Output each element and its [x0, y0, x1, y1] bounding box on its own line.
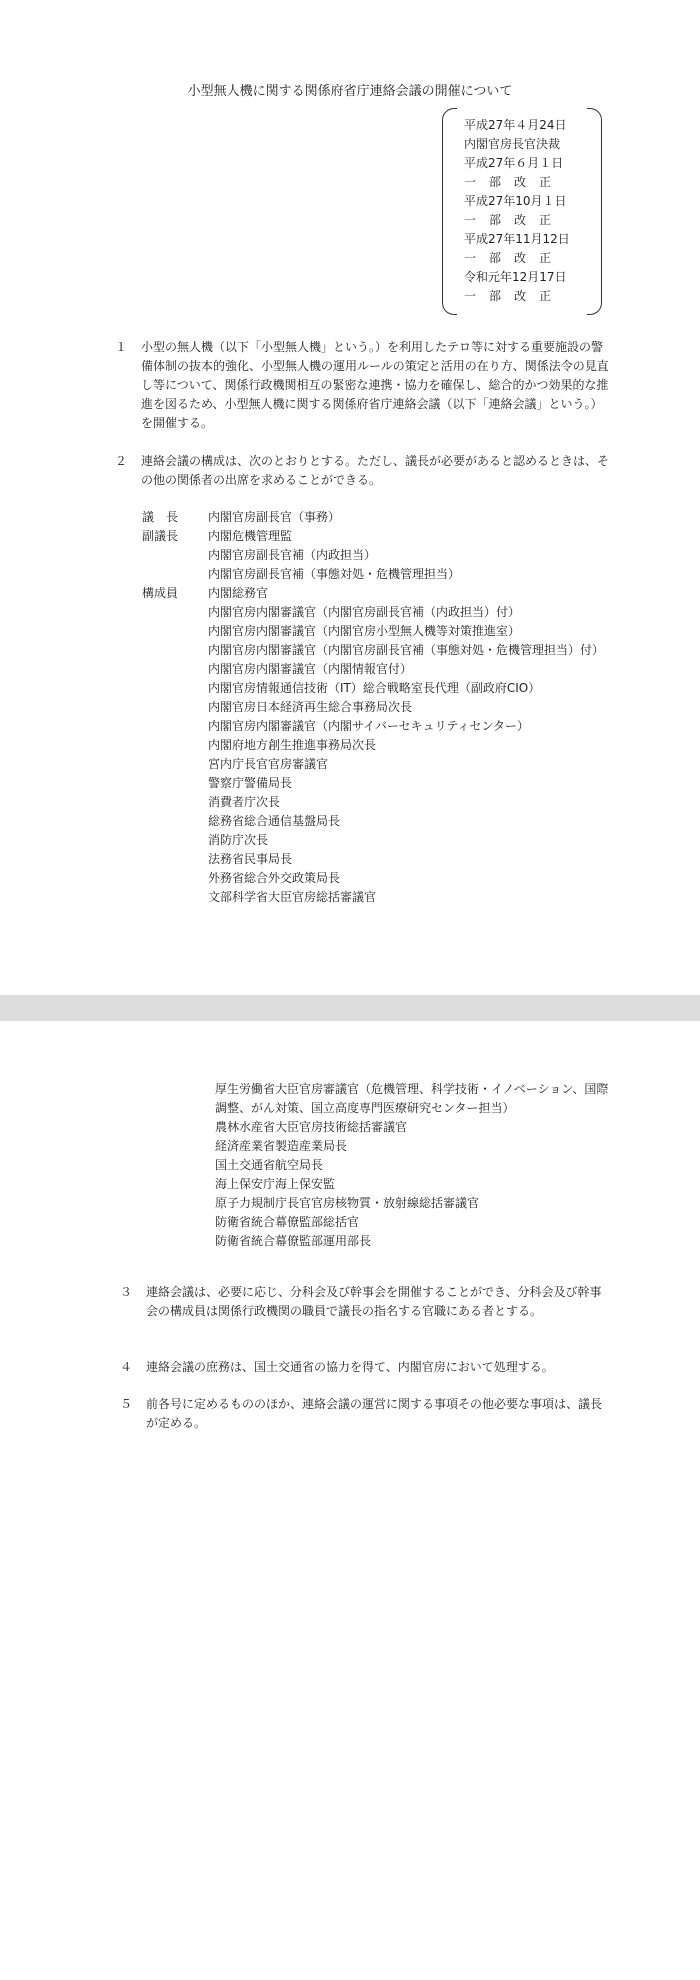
roster-member: 国土交通省航空局長: [215, 1158, 324, 1172]
roster-row: [140, 508, 610, 527]
roster-role: [140, 622, 208, 641]
roster-member: 防衛省統合幕僚監部運用部長: [215, 1234, 372, 1248]
roster-member: 内閣総務官: [208, 586, 269, 600]
history-line: 一部改正: [464, 289, 565, 303]
section-number: ４: [120, 1360, 133, 1374]
roster-row: [140, 812, 610, 831]
history-line: 平成27年４月24日: [464, 118, 567, 132]
roster-role: [140, 736, 208, 755]
roster-row: [140, 603, 610, 622]
roster-role: [140, 774, 208, 793]
roster-member: 経済産業省製造産業局長: [215, 1139, 348, 1153]
roster-row: [140, 622, 610, 641]
roster-role: [140, 888, 208, 907]
section-number: ５: [120, 1397, 133, 1411]
roster-member: 内閣官房副長官補（内政担当）: [208, 548, 377, 562]
section-number: ２: [115, 454, 128, 468]
roster-role: [140, 546, 208, 565]
roster-member: 内閣危機管理監: [208, 529, 293, 543]
decision-history: [464, 116, 570, 306]
roster-row: [140, 546, 610, 565]
right-bracket: [587, 108, 602, 315]
roster-role: 議 長: [142, 510, 179, 524]
section-number: １: [115, 340, 128, 354]
roster-member: 内閣官房日本経済再生総合事務局次長: [208, 700, 413, 714]
roster-member: 法務省民事局長: [208, 852, 293, 866]
decision-history-box: [442, 108, 602, 313]
roster-role: [140, 698, 208, 717]
roster-row: [140, 527, 610, 546]
roster-member: 外務省総合外交政策局長: [208, 871, 341, 885]
roster-role: [140, 679, 208, 698]
roster-row: [140, 869, 610, 888]
roster-row: [140, 888, 610, 907]
roster-member: 内閣官房副長官（事務）: [208, 510, 341, 524]
section-text: 前各号に定めるもののほか、連絡会議の運営に関する事項その他必要な事項は、議長が定める。: [146, 1397, 603, 1430]
history-line: 内閣官房長官決裁: [464, 137, 561, 151]
page-separator: [0, 995, 700, 1021]
roster-row: [140, 717, 610, 736]
roster-row: [140, 736, 610, 755]
member-roster: [140, 508, 610, 907]
roster-member: 内閣官房内閣審議官（内閣官房小型無人機等対策推進室）: [208, 624, 521, 638]
roster-member: 原子力規制庁長官官房核物質・放射線総括審議官: [215, 1196, 480, 1210]
section-1: [115, 338, 610, 433]
roster-member: 消防庁次長: [208, 833, 269, 847]
roster-row: [140, 660, 610, 679]
section-text: 連絡会議の庶務は、国土交通省の協力を得て、内閣官房において処理する。: [146, 1360, 554, 1374]
roster-member: 消費者庁次長: [208, 795, 281, 809]
section-5: [120, 1395, 610, 1433]
roster-member: 警察庁警備局長: [208, 776, 293, 790]
roster-member: 内閣府地方創生推進事務局次長: [208, 738, 377, 752]
roster-member: 海上保安庁海上保安監: [215, 1177, 336, 1191]
roster-row: [140, 679, 610, 698]
roster-member: 宮内庁長官官房審議官: [208, 757, 329, 771]
roster-row: [140, 584, 610, 603]
history-line: 令和元年12月17日: [464, 270, 567, 284]
document-title: 小型無人機に関する関係府省庁連絡会議の開催について: [187, 84, 513, 99]
roster-role: [140, 831, 208, 850]
member-roster-continued: [215, 1080, 610, 1251]
roster-role: [140, 717, 208, 736]
roster-member: 内閣官房内閣審議官（内閣サイバーセキュリティセンター）: [208, 719, 530, 733]
roster-role: [140, 565, 208, 584]
roster-row: [140, 850, 610, 869]
roster-member: 内閣官房内閣審議官（内閣官房副長官補（事態対処・危機管理担当）付）: [208, 643, 605, 657]
history-line: 一部改正: [464, 251, 565, 265]
left-bracket: [442, 108, 457, 315]
section-text: 小型の無人機（以下「小型無人機」という。）を利用したテロ等に対する重要施設の警備体制の抜本的強化、小型無人機の運用ルールの策定と活用の在り方、関係法令の見直し等について、関係行政機関相互の緊密な連携・協力を確保し、総合的かつ効果的な推進を図るため、小型無人機に関する関係府省庁連絡会議（以下「連絡会議」という。）を開催する。: [141, 340, 609, 430]
roster-row: [140, 831, 610, 850]
section-3: [120, 1283, 610, 1321]
history-line: 平成27年６月１日: [464, 156, 564, 170]
roster-role: [140, 793, 208, 812]
section-2: [115, 452, 610, 490]
roster-row: [140, 793, 610, 812]
roster-role: [140, 660, 208, 679]
roster-member: 内閣官房内閣審議官（内閣情報官付）: [208, 662, 413, 676]
history-line: 平成27年11月12日: [464, 232, 570, 246]
section-number: ３: [120, 1285, 133, 1299]
roster-member: 厚生労働省大臣官房審議官（危機管理、科学技術・イノベーション、国際調整、がん対策、国立高度専門医療研究センター担当）: [215, 1082, 609, 1115]
roster-member: 文部科学省大臣官房総括審議官: [208, 890, 377, 904]
roster-role: [140, 603, 208, 622]
section-4: [120, 1358, 610, 1377]
roster-row: [140, 565, 610, 584]
history-line: 平成27年10月１日: [464, 194, 567, 208]
history-line: 一部改正: [464, 213, 565, 227]
roster-role: [140, 869, 208, 888]
roster-role: [140, 812, 208, 831]
section-text: 連絡会議は、必要に応じ、分科会及び幹事会を開催することができ、分科会及び幹事会の構成員は関係行政機関の職員で議長の指名する官職にある者とする。: [146, 1285, 602, 1318]
history-line: 一部改正: [464, 175, 565, 189]
section-text: 連絡会議の構成は、次のとおりとする。ただし、議長が必要があると認めるときは、その他の関係者の出席を求めることができる。: [141, 454, 610, 487]
roster-role: 副議長: [142, 529, 179, 543]
roster-member: 内閣官房内閣審議官（内閣官房副長官補（内政担当）付）: [208, 605, 521, 619]
roster-row: [140, 755, 610, 774]
roster-member: 内閣官房副長官補（事態対処・危機管理担当）: [208, 567, 461, 581]
roster-role: [140, 850, 208, 869]
roster-member: 農林水産省大臣官房技術総括審議官: [215, 1120, 408, 1134]
roster-role: 構成員: [142, 586, 179, 600]
roster-row: [140, 698, 610, 717]
roster-member: 防衛省統合幕僚監部総括官: [215, 1215, 360, 1229]
roster-row: [140, 641, 610, 660]
roster-member: 内閣官房情報通信技術（IT）総合戦略室長代理（副政府CIO）: [208, 681, 541, 695]
roster-role: [140, 641, 208, 660]
roster-row: [140, 774, 610, 793]
roster-member: 総務省総合通信基盤局長: [208, 814, 341, 828]
roster-role: [140, 755, 208, 774]
